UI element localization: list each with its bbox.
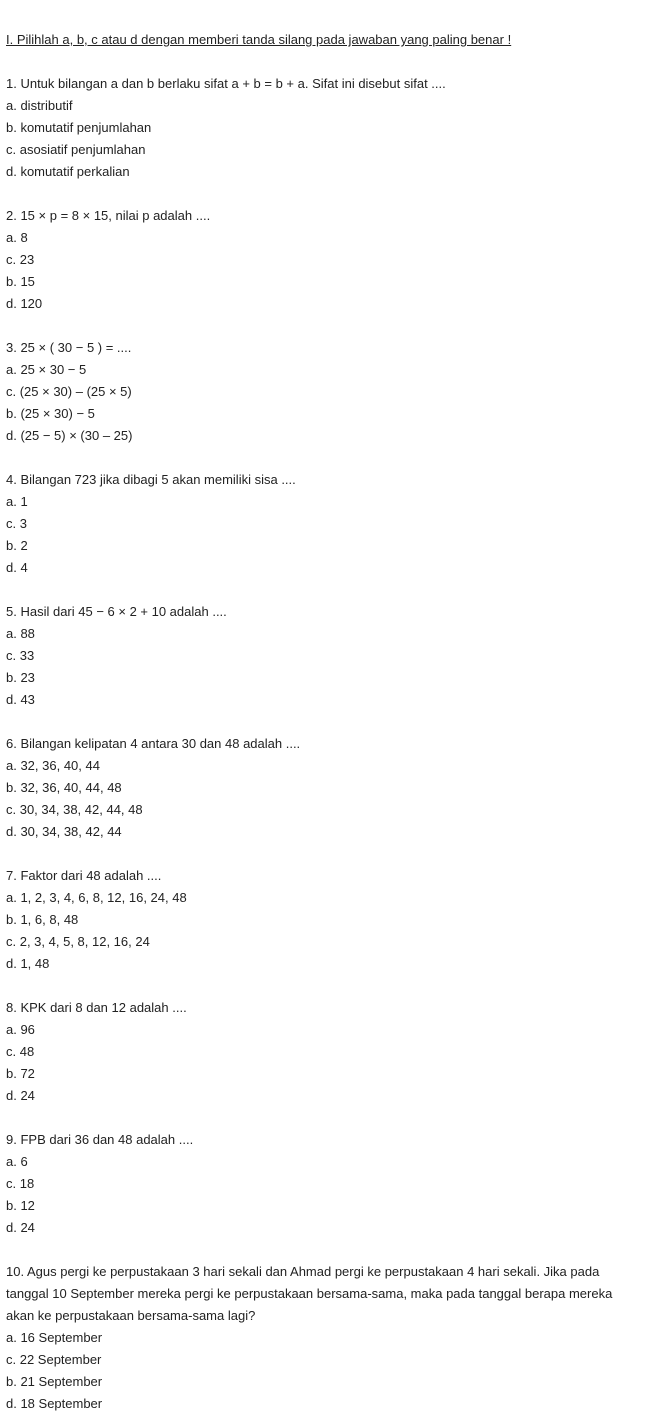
answer-option: b. 21 September: [6, 1374, 103, 1389]
question-text: 6. Bilangan kelipatan 4 antara 30 dan 48 adalah ....: [6, 736, 301, 751]
answer-option: c. 22 September: [6, 1352, 102, 1367]
question-10: [6, 1261, 671, 1415]
question-text: 4. Bilangan 723 jika dibagi 5 akan memiliki sisa ....: [6, 472, 296, 487]
answer-option: c. 30, 34, 38, 42, 44, 48: [6, 802, 143, 817]
question-text: 7. Faktor dari 48 adalah ....: [6, 868, 162, 883]
answer-option: d. (25 − 5) × (30 – 25): [6, 428, 133, 443]
answer-option: a. 96: [6, 1022, 35, 1037]
question-text: 2. 15 × p = 8 × 15, nilai p adalah ....: [6, 208, 211, 223]
question-4: [6, 469, 671, 579]
question-1: [6, 73, 671, 183]
answer-option: b. (25 × 30) − 5: [6, 406, 95, 421]
answer-option: c. 48: [6, 1044, 35, 1059]
question-9: [6, 1129, 671, 1239]
answer-option: a. 16 September: [6, 1330, 103, 1345]
answer-option: d. 24: [6, 1088, 35, 1103]
answer-option: a. 8: [6, 230, 28, 245]
answer-option: d. 30, 34, 38, 42, 44: [6, 824, 122, 839]
answer-option: b. 15: [6, 274, 35, 289]
answer-option: b. 72: [6, 1066, 35, 1081]
answer-option: c. 2, 3, 4, 5, 8, 12, 16, 24: [6, 934, 150, 949]
answer-option: a. 88: [6, 626, 35, 641]
answer-option: c. 3: [6, 516, 27, 531]
answer-option: b. 1, 6, 8, 48: [6, 912, 79, 927]
question-7: [6, 865, 671, 975]
answer-option: b. 2: [6, 538, 28, 553]
answer-option: c. 33: [6, 648, 35, 663]
answer-option: c. 23: [6, 252, 35, 267]
question-5: [6, 601, 671, 711]
answer-option: c. 18: [6, 1176, 35, 1191]
question-text: 1. Untuk bilangan a dan b berlaku sifat a + b = b + a. Sifat ini disebut sifat ....: [6, 76, 446, 91]
answer-option: c. asosiatif penjumlahan: [6, 142, 146, 157]
answer-option: a. 1: [6, 494, 28, 509]
answer-option: b. komutatif penjumlahan: [6, 120, 152, 135]
answer-option: a. 1, 2, 3, 4, 6, 8, 12, 16, 24, 48: [6, 890, 187, 905]
answer-option: d. 24: [6, 1220, 35, 1235]
answer-option: d. 18 September: [6, 1396, 103, 1411]
answer-option: b. 23: [6, 670, 35, 685]
answer-option: a. 25 × 30 − 5: [6, 362, 87, 377]
question-2: [6, 205, 671, 315]
answer-option: c. (25 × 30) – (25 × 5): [6, 384, 132, 399]
answer-option: d. komutatif perkalian: [6, 164, 130, 179]
answer-option: d. 4: [6, 560, 28, 575]
question-text: 10. Agus pergi ke perpustakaan 3 hari sekali dan Ahmad pergi ke perpustakaan 4 hari sekali. Jika pada tanggal 10 September mereka pergi ke perpustakaan bersama-sama, maka pada tanggal berapa mereka akan ke perpustakaan bersama-sama lagi?: [6, 1264, 613, 1323]
question-8: [6, 997, 671, 1107]
instructions-heading: I. Pilihlah a, b, c atau d dengan memberi tanda silang pada jawaban yang paling benar !: [6, 32, 512, 47]
answer-option: a. distributif: [6, 98, 73, 113]
question-text: 3. 25 × ( 30 − 5 ) = ....: [6, 340, 132, 355]
answer-option: d. 120: [6, 296, 43, 311]
answer-option: d. 1, 48: [6, 956, 50, 971]
question-text: 8. KPK dari 8 dan 12 adalah ....: [6, 1000, 187, 1015]
answer-option: a. 6: [6, 1154, 28, 1169]
question-text: 5. Hasil dari 45 − 6 × 2 + 10 adalah ....: [6, 604, 227, 619]
question-text: 9. FPB dari 36 dan 48 adalah ....: [6, 1132, 194, 1147]
answer-option: b. 12: [6, 1198, 35, 1213]
question-6: [6, 733, 671, 843]
answer-option: a. 32, 36, 40, 44: [6, 758, 100, 773]
answer-option: d. 43: [6, 692, 35, 707]
answer-option: b. 32, 36, 40, 44, 48: [6, 780, 122, 795]
question-3: [6, 337, 671, 447]
